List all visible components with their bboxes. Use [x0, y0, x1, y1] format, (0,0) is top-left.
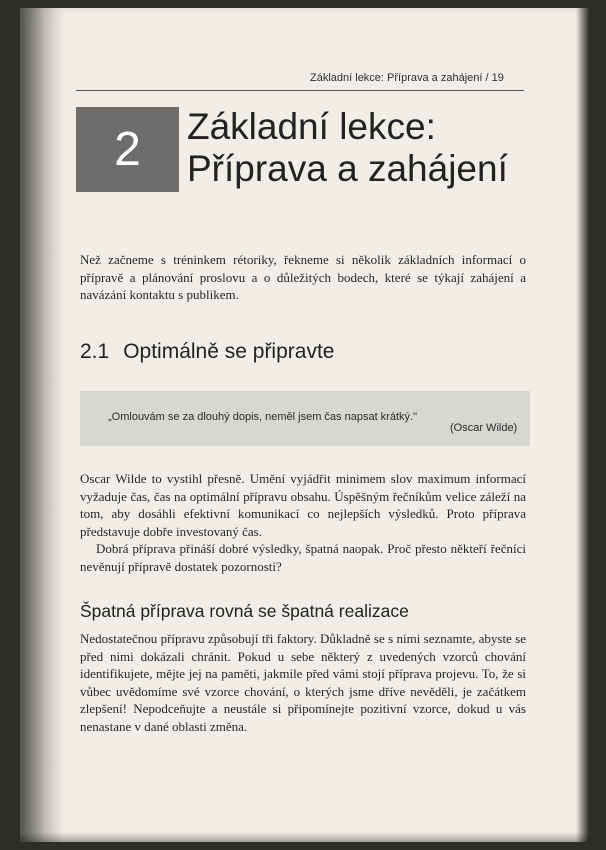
header-rule [76, 90, 524, 91]
page-right-edge [576, 8, 590, 842]
chapter-title-line-2: Příprava a zahájení [187, 148, 508, 189]
chapter-title [187, 106, 587, 190]
intro-paragraph: Než začneme s tréninkem rétoriky, řekneme si několik základních informací o přípravě a plánování proslovu a o důležitých bodech, které se týkají zahájení a navázání kontaktu s publikem. [80, 252, 526, 302]
body-paragraph-2: Dobrá příprava přináší dobré výsledky, špatná naopak. Proč přesto někteří řečníci nevěnují přípravě dostatek pozornosti? [80, 541, 526, 574]
section-heading [80, 340, 334, 364]
quote-text: „Omlouvám se za dlouhý dopis, neměl jsem čas napsat krátký." [108, 411, 417, 423]
section-number: 2.1 [80, 340, 110, 363]
page-sheet [20, 8, 590, 842]
print-fade [536, 668, 576, 748]
section-title: Optimálně se připravte [123, 340, 335, 363]
subheading: Špatná příprava rovná se špatná realizace [80, 601, 409, 621]
page-bottom-edge [20, 832, 590, 842]
body-paragraph-1: Oscar Wilde to vystihl přesně. Umění vyjádřit minimem slov maximum informací vyžaduje čas, čas na optimální přípravu obsahu. Úspěšným řečníkům velice záleží na tom, aby dosáhli efektivní komunikací co nejlepších výsledků. Proto příprava představuje dobře investovaný čas. [80, 471, 526, 539]
chapter-title-line-1: Základní lekce: [187, 106, 436, 147]
chapter-number: 2 [76, 107, 179, 192]
binding-shadow [20, 8, 64, 842]
body-paragraph-3: Nedostatečnou přípravu způsobují tři faktory. Důkladně se s nimi seznamte, abyste se před nimi dokázali chránit. Pokud u sebe některý z uvedených vzorců chování identifikujete, mějte jej na paměti, jakmile před vámi stojí příprava projevu. To, že si vůbec uvědomíme své vzorce chování, o kterých jsme dříve nevěděli, je začátkem zlepšení! Nepodceňujte a neustále si připomínejte pozitivní vzorce, dokud u vás nenastane v dané oblasti změna. [80, 631, 526, 734]
running-head: Základní lekce: Příprava a zahájení / 19 [310, 72, 504, 84]
quote-author: (Oscar Wilde) [450, 422, 518, 434]
